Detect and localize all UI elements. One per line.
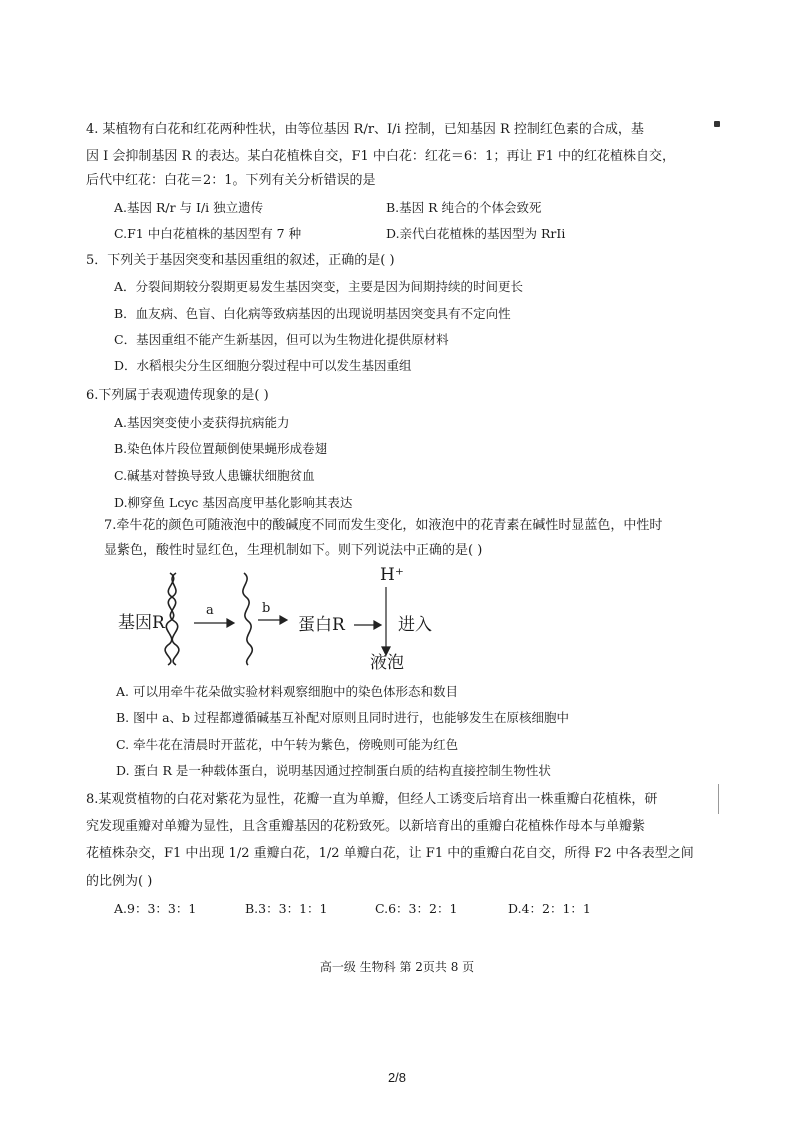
q4-stem-line-2: 因 I 会抑制基因 R 的表达。某白花植株自交，F1 中白花：红花＝6：1；再让 F1 中的红花植株自交，	[86, 149, 675, 164]
q4-option-a: A.基因 R/r 与 I/i 独立遗传	[114, 200, 264, 215]
page-indicator: 2/8	[387, 1070, 407, 1085]
q5-option-c: C．基因重组不能产生新基因，但可以为生物进化提供原材料	[114, 332, 449, 347]
q6-option-a: A.基因突变使小麦获得抗病能力	[114, 415, 290, 430]
q8-option-b: B.3：3：1：1	[245, 901, 328, 916]
dna-double-helix	[165, 573, 179, 665]
page-footer: 高一级 生物科 第 2页共 8 页	[319, 960, 475, 974]
arrow-to-vacuole	[354, 621, 381, 629]
q7-option-a: A. 可以用牵牛花朵做实验材料观察细胞中的染色体形态和数目	[116, 684, 458, 699]
enter-label: 进入	[398, 615, 432, 635]
q6-stem: 6.下列属于表观遗传现象的是( )	[86, 388, 269, 403]
q8-stem-line-1: 8.某观赏植物的白花对紫花为显性，花瓣一直为单瓣，但经人工诱变后培育出一株重瓣白花植株，研	[86, 792, 658, 807]
q7-stem-line-1: 7.牵牛花的颜色可随液泡中的酸碱度不同而发生变化，如液泡中的花青素在碱性时显蓝色，中性时	[104, 518, 663, 533]
q8-option-c: C.6：3：2：1	[375, 901, 458, 916]
q4-stem-line-3: 后代中红花：白花＝2：1。下列有关分析错误的是	[86, 173, 376, 188]
step-b-label: b	[262, 601, 271, 616]
arrow-b	[258, 616, 287, 624]
q8-option-a: A.9：3：3：1	[114, 901, 197, 916]
q6-option-b: B.染色体片段位置颠倒使果蝇形成卷翅	[114, 441, 328, 456]
q4-stem-line-1: 4. 某植物有白花和红花两种性状，由等位基因 R/r、I/i 控制，已知基因 R 控制红色素的合成，基	[86, 122, 644, 137]
q6-option-d: D.柳穿鱼 Lcyc 基因高度甲基化影响其表达	[114, 495, 353, 510]
q6-option-c: C.碱基对替换导致人患镰状细胞贫血	[114, 468, 315, 483]
q7-option-d: D. 蛋白 R 是一种载体蛋白，说明基因通过控制蛋白质的结构直接控制生物性状	[116, 763, 551, 778]
q4-option-b: B.基因 R 纯合的个体会致死	[386, 200, 542, 215]
q7-option-c: C. 牵牛花在清晨时开蓝花，中午转为紫色，傍晚则可能为红色	[116, 737, 459, 752]
q8-stem-line-4: 的比例为( )	[86, 874, 153, 889]
gene-r-label: 基因R	[118, 613, 165, 633]
q8-stem-line-3: 花植株杂交，F1 中出现 1/2 重瓣白花，1/2 单瓣白花，让 F1 中的重瓣白花自交，所得 F2 中各表型之间	[86, 846, 694, 861]
q4-option-c: C.F1 中白花植株的基因型有 7 种	[114, 226, 302, 241]
q8-option-d: D.4：2：1：1	[508, 901, 591, 916]
h-ion-label: H⁺	[380, 565, 404, 585]
q7-stem-line-2: 显紫色，酸性时显红色，生理机制如下。则下列说法中正确的是( )	[104, 543, 483, 558]
scan-mark	[714, 121, 720, 127]
mrna-strand	[243, 573, 252, 665]
arrow-a	[194, 619, 234, 627]
scan-line	[718, 784, 719, 814]
q4-option-d: D.亲代白花植株的基因型为 RrIi	[386, 226, 566, 241]
step-a-label: a	[206, 603, 214, 618]
arrow-h-into-vacuole	[382, 587, 390, 655]
protein-r-label: 蛋白R	[298, 615, 345, 635]
q5-option-d: D．水稻根尖分生区细胞分裂过程中可以发生基因重组	[114, 358, 412, 373]
gene-expression-diagram	[112, 565, 442, 675]
vacuole-label: 液泡	[370, 653, 404, 673]
q8-stem-line-2: 究发现重瓣对单瓣为显性，且含重瓣基因的花粉致死。以新培育出的重瓣白花植株作母本与单瓣紫	[86, 819, 646, 834]
q5-option-b: B．血友病、色盲、白化病等致病基因的出现说明基因突变具有不定向性	[114, 306, 511, 321]
q5-stem: 5．下列关于基因突变和基因重组的叙述，正确的是( )	[86, 253, 395, 268]
q7-option-b: B. 图中 a、b 过程都遵循碱基互补配对原则且同时进行，也能够发生在原核细胞中	[116, 710, 570, 725]
q5-option-a: A．分裂间期较分裂期更易发生基因突变，主要是因为间期持续的时间更长	[114, 279, 524, 294]
